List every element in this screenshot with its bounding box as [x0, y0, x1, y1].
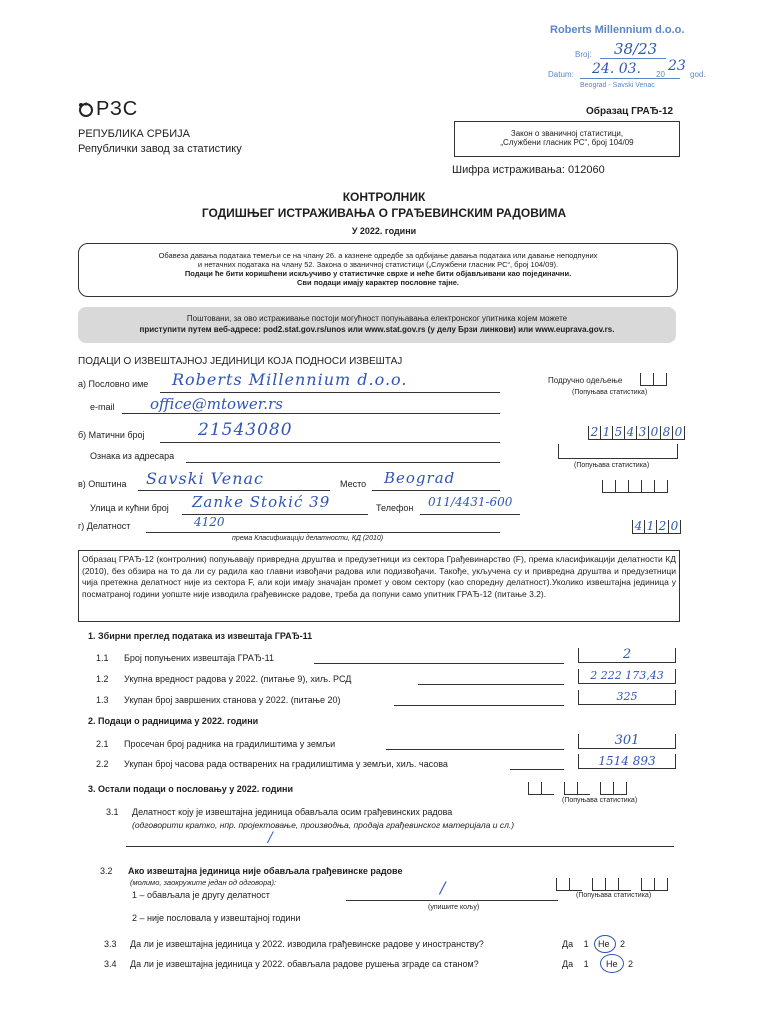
activity-line [146, 532, 500, 533]
s2-1-num: 2.1 [96, 739, 109, 749]
s3-1-num: 3.1 [106, 807, 119, 817]
place-line [372, 490, 500, 491]
activity-note: према Класификацији делатности, КД (2010) [232, 535, 384, 542]
phone-label: Телефон [376, 503, 414, 513]
company-stamp [548, 24, 718, 96]
address-stat-fill: (Попуњава статистика) [574, 462, 650, 469]
info-box-text: Образац ГРАЂ-12 (контролник) попуњавају привредна друштва и предузетници из сектора Грађевинарство (F), према класификацији делатности КД (2010), без обзира на то да ли су радила као главни извођачи радова или подизвођачи. Такође, укључена су и привредна друштва и предузетници чија претежна делатност није из сектора F, али који имају значајан промет у овом сектору (као споредну делатност).Уколико извештајна јединица у посматраној години уопште није изводила грађевинске радове, треба да попуни само упитник ГРАЂ-12 (питање 3.2). [82, 554, 676, 599]
dept-label: Подручно одељење [548, 376, 623, 385]
s2-1-value: 301 [614, 733, 640, 748]
s3-2-opt1-value[interactable]: / [440, 878, 446, 897]
s3-4-yes-num: 1 [583, 959, 589, 969]
place-value[interactable]: Beograd [384, 469, 456, 487]
s1-2-box[interactable] [578, 669, 676, 684]
institute-label: Републички завод за статистику [78, 143, 242, 155]
s3-2-code-note: (упишите кољу) [428, 904, 480, 911]
dept-stat-fill: (Попуњава статистика) [572, 389, 648, 396]
law-line2: „Службени гласник РС“, број 104/09 [500, 138, 634, 147]
phone-line [420, 514, 520, 515]
s3-2-opt1-line [346, 900, 558, 901]
s3-1-value[interactable]: / [268, 830, 273, 846]
stamp-broj-line [600, 58, 666, 59]
stamp-broj-label: Broj: [575, 50, 592, 59]
address-box[interactable] [558, 444, 678, 459]
mb-digit: 8 [660, 426, 672, 440]
mb-value[interactable]: 21543080 [198, 420, 293, 440]
form-code: Образац ГРАЂ-12 [586, 106, 674, 117]
s1-1-box[interactable] [578, 648, 676, 663]
s3-2-code-boxes[interactable] [556, 878, 668, 891]
s3-4-num: 3.4 [104, 959, 117, 969]
legal-notice-box [78, 243, 678, 297]
stamp-datum-value: 24. 03. [592, 61, 641, 77]
email-line [122, 413, 500, 414]
s3-3-yes-num: 1 [583, 939, 589, 949]
s2-2-value: 1514 893 [598, 754, 656, 768]
mb-digit: 5 [612, 426, 624, 440]
municipality-value[interactable]: Savski Venac [146, 469, 265, 488]
name-value[interactable]: Roberts Millennium d.o.o. [172, 370, 408, 389]
online-line2: приступити путем веб-адресе: pod2.stat.gov.rs/unos или www.stat.gov.rs (у делу Брзи линкови) или www.euprava.gov.rs. [139, 325, 615, 334]
s3-1-label [132, 807, 452, 817]
s1-2-label: Укупна вредност радова у 2022. (питање 9), хиљ. РСД [124, 674, 352, 684]
mb-digit: 0 [672, 426, 685, 440]
s2-2-num: 2.2 [96, 759, 109, 769]
s3-3-label: Да ли је извештајна јединица у 2022. изводила грађевинске радове у иностранству? [130, 939, 484, 949]
s3-title: 3. Остали подаци о пословању у 2022. години [88, 784, 294, 794]
rzs-logo [78, 98, 138, 121]
s1-2-line [418, 684, 564, 685]
s3-3-yes-label: Да [562, 939, 574, 949]
s3-2-note: (молимо, заокружите један од одговора): [130, 878, 277, 887]
address-label: Ознака из адресара [90, 451, 175, 461]
activity-digit-boxes[interactable] [632, 520, 681, 534]
s3-2-stat-fill: (Попуњава статистика) [576, 892, 652, 899]
place-label: Место [340, 479, 367, 489]
online-notice-box [78, 307, 676, 343]
s1-1-num: 1.1 [96, 653, 109, 663]
survey-code: Шифра истраживања: 012060 [452, 164, 605, 176]
mb-digit: 3 [636, 426, 648, 440]
s3-4-no-label: Не [606, 959, 618, 969]
activity-label: г) Делатност [78, 521, 131, 531]
s3-4-yes[interactable] [562, 959, 589, 969]
stamp-god: god. [690, 70, 706, 79]
dept-boxes[interactable] [640, 373, 667, 386]
logo-text: РЗС [96, 98, 139, 120]
activity-digit: 2 [656, 520, 668, 534]
name-label: а) Пословно име [78, 379, 149, 389]
mb-digit: 2 [588, 426, 600, 440]
name-line [160, 392, 500, 393]
municipality-label: в) Општина [78, 479, 127, 489]
law-box [454, 121, 680, 157]
s3-3-num: 3.3 [104, 939, 117, 949]
s2-2-box[interactable] [578, 754, 676, 769]
s3-4-label: Да ли је извештајна јединица у 2022. обављала радове рушења зграде са станом? [130, 959, 479, 969]
activity-value[interactable]: 4120 [194, 515, 225, 529]
municipality-line [138, 490, 330, 491]
notice-line4: Сви подаци имају карактер пословне тајне. [296, 278, 460, 287]
s3-4-yes-label: Да [562, 959, 574, 969]
s2-1-line [386, 749, 564, 750]
mb-digit: 1 [600, 426, 612, 440]
address-line [186, 462, 500, 463]
s3-3-yes[interactable] [562, 939, 589, 949]
activity-digit: 1 [644, 520, 656, 534]
stamp-year-value: 23 [668, 58, 686, 74]
republic-label: РЕПУБЛИКА СРБИЈА [78, 128, 190, 140]
s3-4-no-num: 2 [628, 959, 634, 969]
stamp-broj-value: 38/23 [614, 40, 658, 58]
s1-3-value: 325 [616, 690, 638, 703]
s1-1-label: Број попуњених извештаја ГРАЂ-11 [124, 653, 274, 663]
s2-1-box[interactable] [578, 734, 676, 749]
s3-1-text: Делатност коју је извештајна јединица обављала осим грађевинских радова [132, 807, 453, 817]
mb-label: б) Матични број [78, 430, 145, 440]
mb-digit: 4 [624, 426, 636, 440]
s3-stat-fill: (Попуњава статистика) [562, 797, 638, 804]
stamp-company: Roberts Millennium d.o.o. [550, 24, 685, 36]
title-line3: У 2022. години [351, 226, 417, 236]
s1-1-line [314, 663, 564, 664]
notice-line2: и нетачних података на члану 52. Закона о званичној статистици („Службени гласник РС“, број 104/09). [197, 260, 559, 269]
mb-line [160, 442, 500, 443]
law-line1: Закон о званичној статистици, [510, 129, 624, 138]
s2-1-label: Просечан број радника на градилиштима у земљи [124, 739, 336, 749]
stamp-year-prefix: 20 [656, 70, 665, 79]
email-label: e-mail [90, 402, 115, 412]
street-label: Улица и кућни број [90, 503, 169, 513]
s3-1-note: (одговорити кратко, нпр. пројектовање, производња, продаја грађевинског материјала и сл.) [132, 820, 515, 830]
s1-2-num: 1.2 [96, 674, 109, 684]
logo-dots-icon [78, 102, 94, 118]
s3-2-label: Ако извештајна јединица није обављала грађевинске радове [128, 866, 403, 876]
phone-value[interactable]: 011/4431-600 [428, 495, 513, 509]
title-line1: КОНТРОЛНИК [342, 190, 426, 204]
s1-3-line [394, 705, 564, 706]
s3-2-opt1[interactable]: 1 – обављала је другу делатност [132, 890, 270, 900]
email-value[interactable]: office@mtower.rs [150, 395, 283, 413]
stamp-datum-line [580, 78, 680, 79]
s3-2-opt2[interactable]: 2 – није пословала у извештајној години [132, 913, 301, 923]
unit-section-title: ПОДАЦИ О ИЗВЕШТАЈНОЈ ЈЕДИНИЦИ КОЈА ПОДНОСИ ИЗВЕШТАЈ [78, 356, 403, 367]
mb-digit-boxes[interactable] [588, 426, 685, 440]
s1-3-num: 1.3 [96, 695, 109, 705]
municipality-code-boxes[interactable] [602, 480, 668, 493]
notice-line3: Подаци ће бити коришћени искључиво у статистичке сврхе и неће бити објављивани као појединачни. [184, 269, 572, 278]
s2-2-label: Укупан број часова рада остварених на градилиштима у земљи, хиљ. часова [124, 759, 448, 769]
s2-2-line [510, 769, 564, 770]
s3-3-answer-circle [594, 935, 616, 953]
notice-line1: Обавеза давања података темељи се на члану 26. а казнене одредбе за одбијање давања података или давање неподпуних [158, 251, 598, 260]
s3-2-num: 3.2 [100, 866, 113, 876]
activity-digit: 0 [668, 520, 681, 534]
activity-digit: 4 [632, 520, 644, 534]
stamp-datum-label: Datum: [548, 70, 574, 79]
s2-title: 2. Подаци о радницима у 2022. години [88, 716, 259, 726]
title-line2: ГОДИШЊЕГ ИСТРАЖИВАЊА О ГРАЂЕВИНСКИМ РАДОВИМА [201, 206, 567, 220]
s3-4-answer-circle [600, 954, 624, 973]
s3-3-no-num: 2 [620, 939, 626, 949]
s1-3-box[interactable] [578, 690, 676, 705]
s3-3-no-label: Не [598, 939, 610, 949]
online-line1: Поштовани, за ово истраживање постоји могућност попуњавања електронског упитника којем можете [186, 314, 568, 323]
mb-digit: 0 [648, 426, 660, 440]
info-box [78, 550, 680, 622]
s3-1-line [126, 846, 674, 847]
s3-code-boxes[interactable] [528, 782, 627, 795]
stamp-city: Beograd - Savski Venac [580, 82, 655, 89]
s1-1-value: 2 [622, 647, 632, 662]
s1-title: 1. Збирни преглед података из извештаја ГРАЂ-11 [88, 631, 313, 641]
s1-2-value: 2 222 173,43 [590, 669, 664, 682]
street-value[interactable]: Zanke Stokić 39 [192, 493, 331, 511]
s1-3-label: Укупан број завршених станова у 2022. (питање 20) [124, 695, 341, 705]
